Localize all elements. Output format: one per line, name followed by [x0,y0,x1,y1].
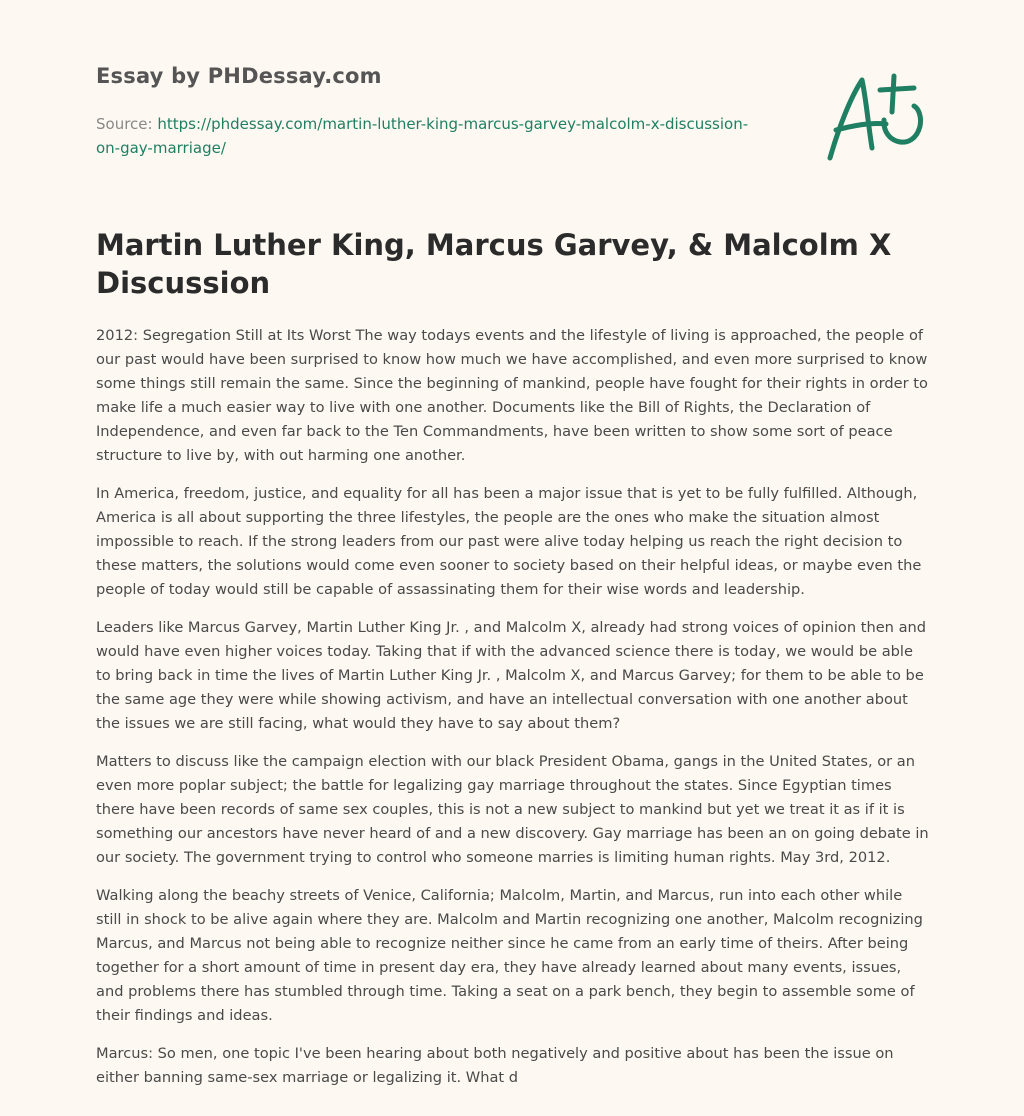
essay-paragraph: Leaders like Marcus Garvey, Martin Luther King Jr. , and Malcolm X, already had strong voices of opinion then and would have even higher voices today. Taking that if with the advanced science there is today, we would be able to bring back in time the lives of Martin Luther King Jr. , Malcolm X, and Marcus Garvey; for them to be able to be the same age they were while showing activism, and have an intellectual conversation with one another about the issues we are still facing, what would they have to say about them? [96,619,927,732]
essay-paragraph: In America, freedom, justice, and equality for all has been a major issue that is yet to be fully fulfilled. Although, America is all about supporting the three lifestyles, the people are the ones who make the situation almost impossible to reach. If the strong leaders from our past were alive today helping us reach the right decision to these matters, the solutions would come even sooner to society based on their helpful ideas, or maybe even the people of today would still be capable of assassinating them for their wise words and leadership. [96,485,922,598]
source-label: Source: [96,115,153,133]
essay-paragraph: Marcus: So men, one topic I've been hearing about both negatively and positive about has been the issue on either banning same-sex marriage or legalizing it. What d [96,1045,894,1086]
essay-title: Martin Luther King, Marcus Garvey, & Malcolm X Discussion [96,228,892,300]
essay-paragraph: Walking along the beachy streets of Venice, California; Malcolm, Martin, and Marcus, run into each other while still in shock to be alive again where they are. Malcolm and Martin recognizing one another, Malcolm recognizing Marcus, and Marcus not being able to recognize neither since he came from an early time of theirs. After being together for a short amount of time in present day era, they have already learned about many events, issues, and problems there has stumbled through time. Taking a seat on a park bench, they begin to assemble some of their findings and ideas. [96,887,923,1024]
source-link-line1: https://phdessay.com/martin-luther-king-marcus-garvey-malcolm-x-discussion- [157,115,749,133]
source-link-line2: on-gay-marriage/ [96,139,226,157]
site-brand: Essay by PHDessay.com [96,64,382,88]
source-link[interactable] [96,115,748,157]
a-plus-grade-icon [822,68,930,168]
source-line [96,112,776,160]
essay-paragraph: 2012: Segregation Still at Its Worst The way todays events and the lifestyle of living is approached, the people of our past would have been surprised to know how much we have accomplished, and even more surprised to know some things still remain the same. Since the beginning of mankind, people have fought for their rights in order to make life a much easier way to live with one another. Documents like the Bill of Rights, the Declaration of Independence, and even far back to the Ten Commandments, have been written to show some sort of peace structure to live by, with out harming one another. [96,327,928,464]
essay-body [96,324,932,1104]
a-plus-logo-svg [822,68,930,168]
essay-paragraph: Matters to discuss like the campaign election with our black President Obama, gangs in the United States, or an even more poplar subject; the battle for legalizing gay marriage throughout the states. Since Egyptian times there have been records of same sex couples, this is not a new subject to mankind but yet we treat it as if it is something our ancestors have never heard of and a new discovery. Gay marriage has been an on going debate in our society. The government trying to control who someone marries is limiting human rights. May 3rd, 2012. [96,753,929,866]
